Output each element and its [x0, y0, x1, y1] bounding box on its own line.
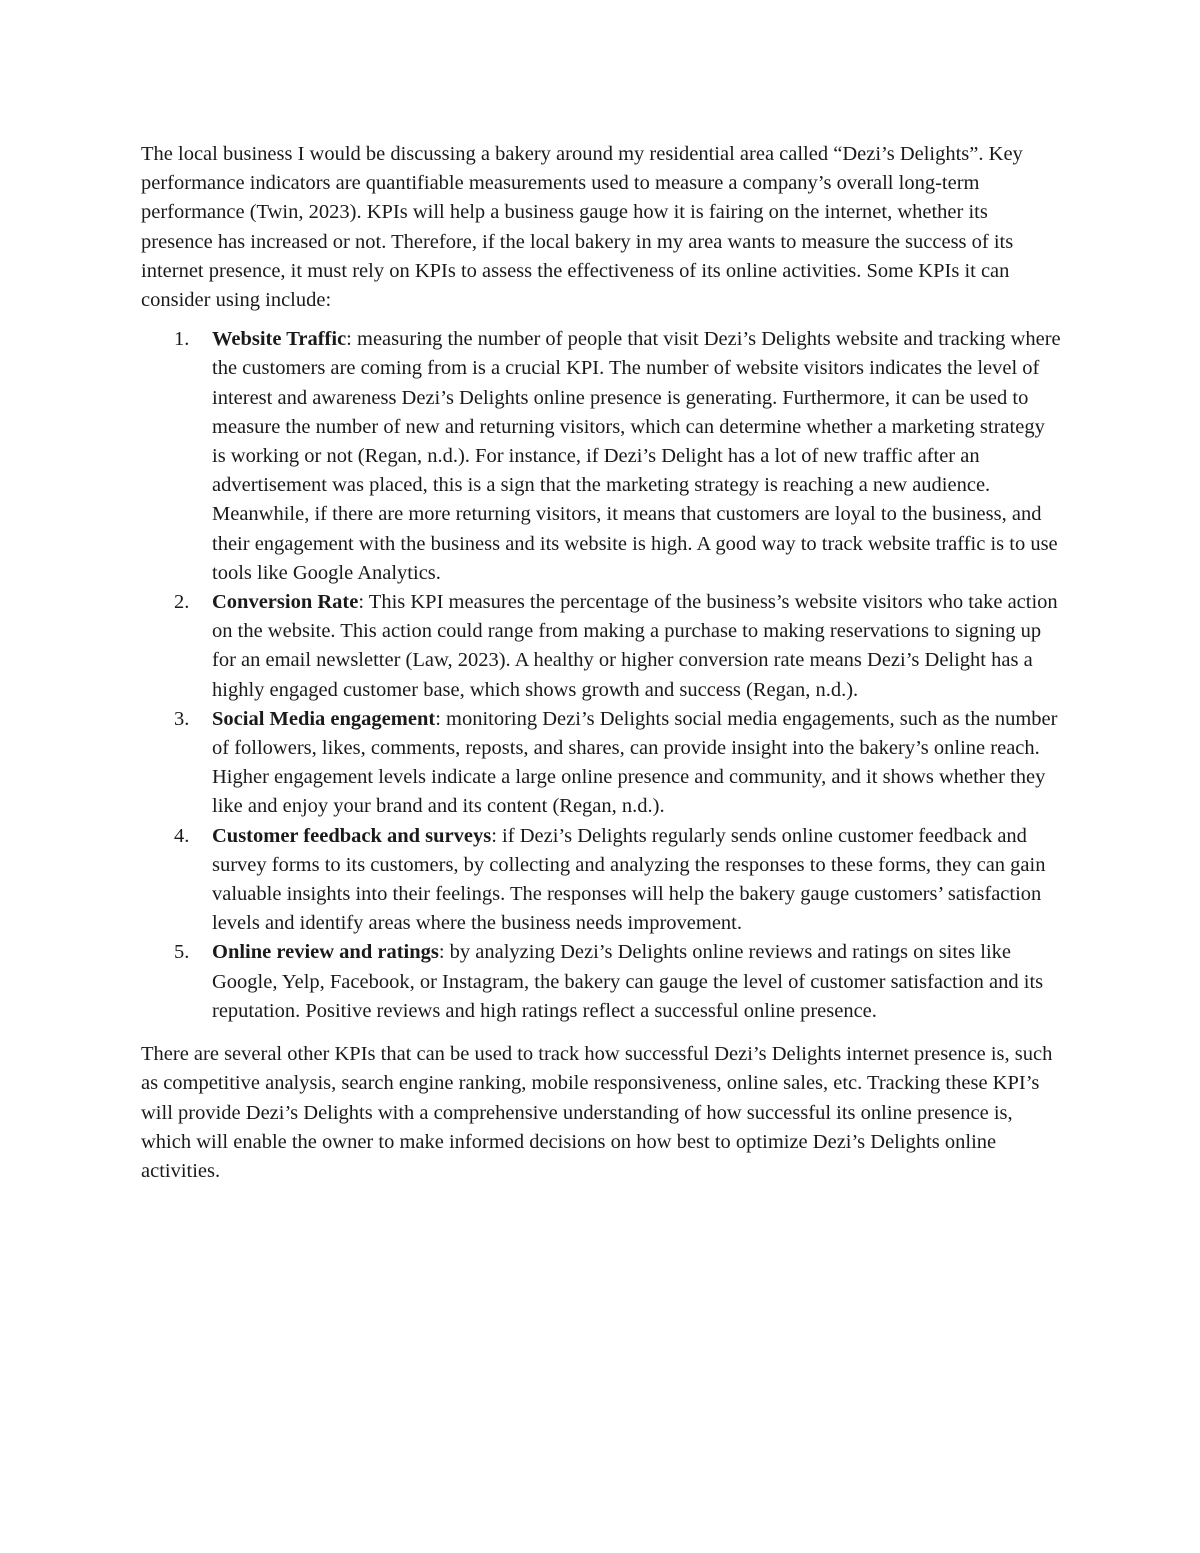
list-number: 5. [174, 941, 190, 964]
document-body [141, 140, 1061, 1186]
kpi-description: : if Dezi’s Delights regularly sends online customer feedback and survey forms to its customers, by collecting and analyzing the responses to these forms, they can gain valuable insights into their feelings. The responses will help the bakery gauge customers’ satisfaction levels and identify areas where the business needs improvement. [212, 824, 1046, 935]
list-number: 2. [174, 591, 190, 614]
kpi-term: Conversion Rate [212, 591, 359, 614]
list-item [141, 705, 1061, 822]
list-number: 4. [174, 824, 190, 847]
kpi-description: : by analyzing Dezi’s Delights online reviews and ratings on sites like Google, Yelp, Facebook, or Instagram, the bakery can gauge the level of customer satisfaction and its reputation. Positive reviews and high ratings reflect a successful online presence. [212, 941, 1044, 1022]
kpi-description: : measuring the number of people that visit Dezi’s Delights website and tracking where the customers are coming from is a crucial KPI. The number of website visitors indicates the level of interest and awareness Dezi’s Delights online presence is generating. Furthermore, it can be used to measure the number of new and returning visitors, which can determine whether a marketing strategy is working or not (Regan, n.d.). For instance, if Dezi’s Delight has a lot of new traffic after an advertisement was placed, this is a sign that the marketing strategy is reaching a new audience. Meanwhile, if there are more returning visitors, it means that customers are loyal to the business, and their engagement with the business and its website is high. A good way to track website traffic is to use tools like Google Analytics. [212, 328, 1061, 584]
kpi-description: : monitoring Dezi’s Delights social media engagements, such as the number of followers, likes, comments, reposts, and shares, can provide insight into the bakery’s online reach. Higher engagement levels indicate a large online presence and community, and it shows whether they like and enjoy your brand and its content (Regan, n.d.). [212, 707, 1058, 818]
conclusion-paragraph: There are several other KPIs that can be used to track how successful Dezi’s Delights internet presence is, such as competitive analysis, search engine ranking, mobile responsiveness, online sales, etc. Tracking these KPI’s will provide Dezi’s Delights with a comprehensive understanding of how successful its online presence is, which will enable the owner to make informed decisions on how best to optimize Dezi’s Delights online activities. [141, 1043, 1053, 1182]
list-item [141, 822, 1061, 939]
kpi-term: Customer feedback and surveys [212, 824, 492, 847]
kpi-term: Social Media engagement [212, 707, 436, 730]
kpi-description: : This KPI measures the percentage of the business’s website visitors who take action on the website. This action could range from making a purchase to making reservations to signing up for an email newsletter (Law, 2023). A healthy or higher conversion rate means Dezi’s Delight has a highly engaged customer base, which shows growth and success (Regan, n.d.). [212, 591, 1058, 701]
list-item [141, 325, 1061, 588]
kpi-term: Online review and ratings [212, 941, 439, 964]
kpi-list [141, 325, 1061, 1026]
list-number: 1. [174, 328, 190, 351]
kpi-term: Website Traffic [212, 328, 347, 351]
intro-paragraph: The local business I would be discussing a bakery around my residential area called “Dezi’s Delights”. Key performance indicators are quantifiable measurements used to measure a company’s overall long-term performance (Twin, 2023). KPIs will help a business gauge how it is fairing on the internet, whether its presence has increased or not. Therefore, if the local bakery in my area wants to measure the success of its internet presence, it must rely on KPIs to assess the effectiveness of its online activities. Some KPIs it can consider using include: [141, 143, 1023, 312]
list-item [141, 938, 1061, 1026]
list-item [141, 588, 1061, 705]
list-number: 3. [174, 707, 190, 730]
